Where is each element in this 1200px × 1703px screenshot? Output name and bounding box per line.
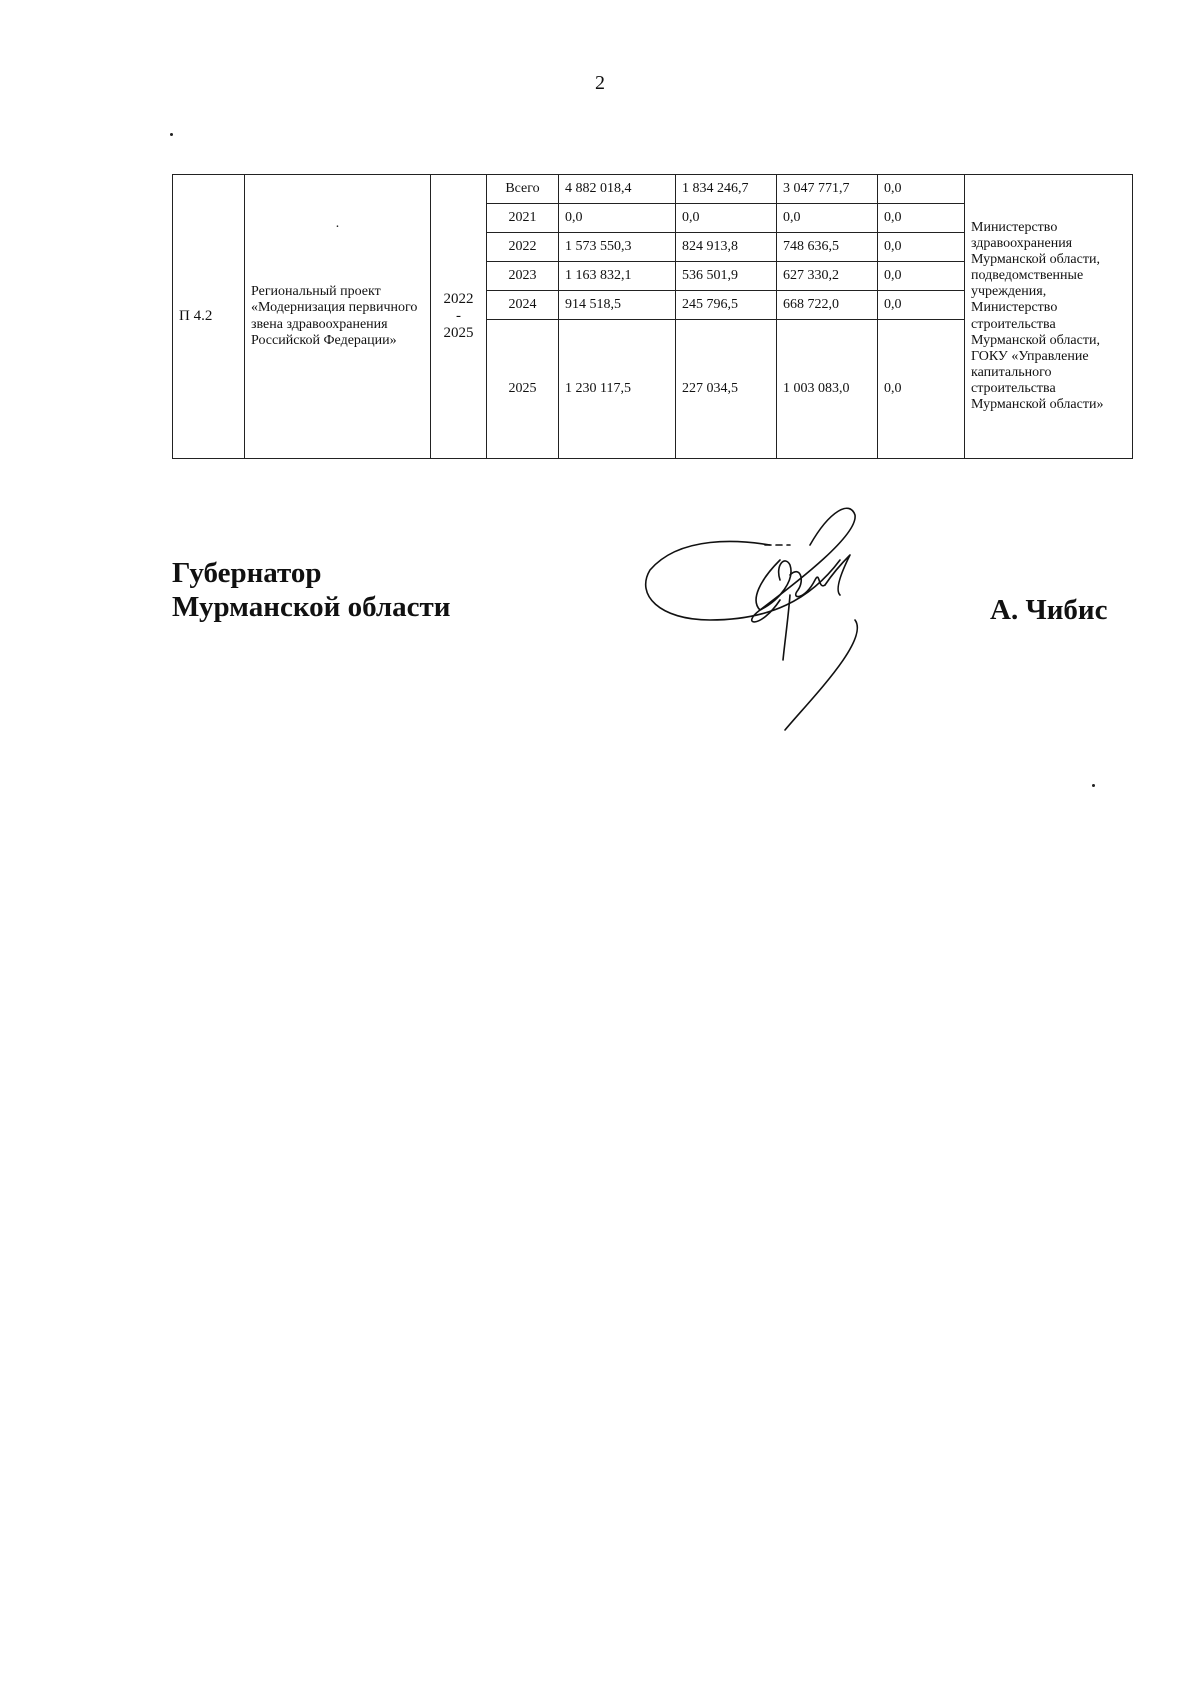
total-cell: 1 230 117,5 [559,320,676,459]
period-start: 2022 [443,290,474,307]
value-cell: 1 834 246,7 [676,175,777,204]
year-cell: 2023 [487,262,559,291]
scan-speck [1092,784,1095,787]
funding-table [172,174,1133,459]
responsible-executors: Министерство здравоохранения Мурманской области, подведомственные учреждения, Министерство строительства Мурманской области, ГОКУ «Управление капитального строительства Мурманской области» [965,175,1133,459]
year-cell: 2025 [487,320,559,459]
period-separator: - [456,307,461,324]
value-cell: 0,0 [676,204,777,233]
value-cell: 0,0 [878,175,965,204]
year-cell: 2024 [487,291,559,320]
year-cell: 2021 [487,204,559,233]
period-end: 2025 [443,325,474,342]
signatory-name: А. Чибис [990,594,1108,626]
item-code: П 4.2 [173,175,245,459]
value-cell: 824 913,8 [676,233,777,262]
project-name: Региональный проект «Модернизация первичного звена здравоохранения Российской Федерации» [251,284,418,348]
value-cell: 536 501,9 [676,262,777,291]
total-cell: 0,0 [559,204,676,233]
value-cell: 227 034,5 [676,320,777,459]
value-cell: 627 330,2 [777,262,878,291]
project-name-cell: · Региональный проект «Модернизация первичного звена здравоохранения Российской Федерации» [245,175,431,459]
table-row [173,175,1133,204]
value-cell: 0,0 [878,320,965,459]
value-cell: 0,0 [878,233,965,262]
value-cell: 3 047 771,7 [777,175,878,204]
position-line-1: Губернатор [172,557,322,589]
scan-speck [170,133,173,136]
total-cell: 914 518,5 [559,291,676,320]
value-cell: 668 722,0 [777,291,878,320]
signatory-title [172,556,450,624]
value-cell: 0,0 [878,262,965,291]
year-cell: Всего [487,175,559,204]
value-cell: 0,0 [878,291,965,320]
value-cell: 0,0 [878,204,965,233]
year-cell: 2022 [487,233,559,262]
position-line-2: Мурманской области [172,591,451,623]
value-cell: 0,0 [777,204,878,233]
handwritten-signature [640,500,940,750]
total-cell: 4 882 018,4 [559,175,676,204]
value-cell: 245 796,5 [676,291,777,320]
period-cell [431,175,487,459]
total-cell: 1 573 550,3 [559,233,676,262]
value-cell: 1 003 083,0 [777,320,878,459]
total-cell: 1 163 832,1 [559,262,676,291]
page-number: 2 [595,72,605,94]
value-cell: 748 636,5 [777,233,878,262]
